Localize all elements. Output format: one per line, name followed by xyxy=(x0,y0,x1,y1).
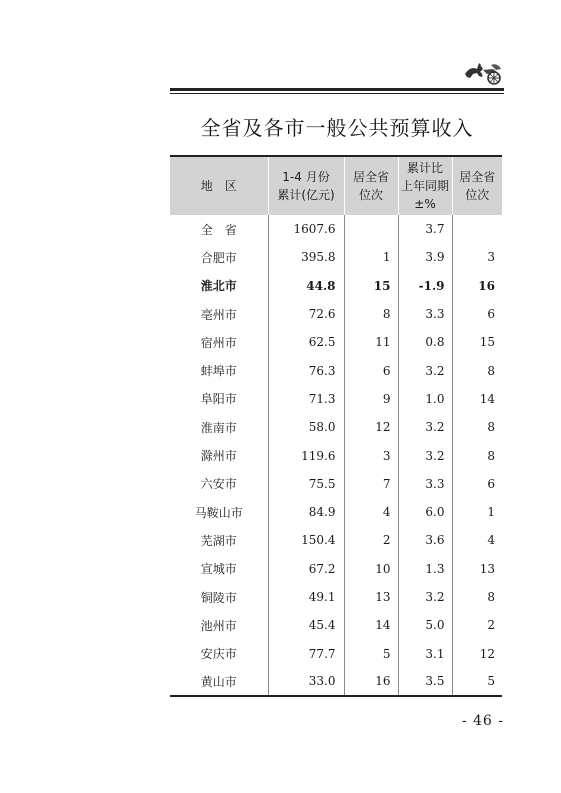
growth-cell: 3.3 xyxy=(398,470,452,498)
table-row xyxy=(170,385,502,413)
table-row xyxy=(170,611,502,639)
revenue-cell: 75.5 xyxy=(268,470,344,498)
table-row xyxy=(170,555,502,583)
table-row xyxy=(170,413,502,441)
growth-rank-cell: 5 xyxy=(452,668,502,696)
revenue-cell: 1607.6 xyxy=(268,215,344,243)
growth-rank-cell: 16 xyxy=(478,278,495,293)
region-cell: 黄山市 xyxy=(170,668,268,696)
revenue-table xyxy=(170,155,502,697)
growth-rank-cell: 8 xyxy=(487,448,495,463)
growth-rank-cell: 6 xyxy=(487,476,495,491)
revenue-cell: 49.1 xyxy=(268,583,344,611)
revenue-cell: 58.0 xyxy=(268,413,344,441)
region-cell: 宣城市 xyxy=(170,555,268,583)
revenue-rank-cell: 16 xyxy=(344,668,398,696)
revenue-rank-cell: 6 xyxy=(344,356,398,384)
table-row xyxy=(170,356,502,384)
column-header-line: 累计(亿元) xyxy=(277,188,335,202)
growth-rank-cell: 8 xyxy=(487,590,495,604)
region-cell: 铜陵市 xyxy=(170,583,268,611)
growth-rank-cell: 13 xyxy=(479,561,495,576)
growth-rank-cell: 4 xyxy=(487,533,495,548)
revenue-cell: 67.2 xyxy=(268,555,344,583)
growth-rank-cell: 8 xyxy=(487,363,495,378)
revenue-cell: 150.4 xyxy=(268,526,344,554)
revenue-cell: 119.6 xyxy=(268,441,344,469)
growth-cell: 0.8 xyxy=(398,328,452,356)
header-rule-thick xyxy=(170,88,504,91)
growth-rank-cell: 6 xyxy=(487,307,495,322)
region-cell: 淮南市 xyxy=(170,413,268,441)
revenue-rank-cell: 9 xyxy=(344,385,398,413)
table-row xyxy=(170,300,502,328)
growth-cell: 3.2 xyxy=(398,441,452,469)
table-row xyxy=(170,583,502,611)
region-cell: 六安市 xyxy=(170,470,268,498)
growth-cell: 3.3 xyxy=(398,300,452,328)
revenue-rank-cell: 12 xyxy=(344,413,398,441)
region-cell: 阜阳市 xyxy=(170,385,268,413)
region-cell: 宿州市 xyxy=(170,328,268,356)
column-header-4 xyxy=(452,156,502,215)
growth-cell: 3.1 xyxy=(398,639,452,667)
growth-cell: 1.3 xyxy=(398,555,452,583)
column-header-0 xyxy=(170,156,268,215)
growth-rank-cell xyxy=(452,215,502,243)
column-header-2 xyxy=(344,156,398,215)
table-row xyxy=(170,441,502,469)
region-cell: 马鞍山市 xyxy=(170,498,268,526)
column-header-line: 地 区 xyxy=(200,179,237,193)
growth-cell: 6.0 xyxy=(398,498,452,526)
revenue-rank-cell xyxy=(344,215,398,243)
table-row xyxy=(170,498,502,526)
growth-cell: 3.6 xyxy=(398,526,452,554)
region-cell: 合肥市 xyxy=(170,243,268,271)
revenue-rank-cell: 3 xyxy=(344,441,398,469)
column-header-line: 居全省 xyxy=(459,170,496,184)
chariot-logo-icon xyxy=(463,60,505,86)
revenue-cell: 62.5 xyxy=(268,328,344,356)
column-header-line: 位次 xyxy=(358,188,383,202)
revenue-rank-cell: 13 xyxy=(344,583,398,611)
region-cell: 池州市 xyxy=(170,611,268,639)
table-row xyxy=(170,526,502,554)
growth-rank-cell: 8 xyxy=(487,420,495,435)
growth-rank-cell: 1 xyxy=(487,505,495,520)
region-cell: 安庆市 xyxy=(170,639,268,667)
region-cell: 芜湖市 xyxy=(170,526,268,554)
revenue-rank-cell: 1 xyxy=(344,243,398,271)
revenue-rank-cell: 15 xyxy=(344,272,398,300)
revenue-rank-cell: 4 xyxy=(344,498,398,526)
growth-cell: 5.0 xyxy=(398,611,452,639)
revenue-rank-cell: 7 xyxy=(344,470,398,498)
revenue-rank-cell: 8 xyxy=(344,300,398,328)
column-header-line: 上年同期 xyxy=(400,179,449,193)
growth-cell: 3.2 xyxy=(398,583,452,611)
column-header-line: 位次 xyxy=(465,188,490,202)
table-row xyxy=(170,243,502,271)
region-cell: 淮北市 xyxy=(170,272,268,300)
table-row xyxy=(170,272,502,300)
growth-cell: 1.0 xyxy=(398,385,452,413)
growth-rank-cell: 15 xyxy=(479,335,495,350)
revenue-cell: 33.0 xyxy=(268,668,344,696)
header-rule-thin xyxy=(170,93,504,94)
table-header-row xyxy=(170,156,502,215)
region-cell: 蚌埠市 xyxy=(170,356,268,384)
growth-cell: 3.5 xyxy=(398,668,452,696)
revenue-cell: 77.7 xyxy=(268,639,344,667)
revenue-cell: 84.9 xyxy=(268,498,344,526)
growth-rank-cell: 2 xyxy=(487,618,495,633)
region-cell: 滁州市 xyxy=(170,441,268,469)
table-row xyxy=(170,470,502,498)
revenue-cell: 71.3 xyxy=(268,385,344,413)
table-row xyxy=(170,215,502,243)
table-body xyxy=(170,215,502,696)
growth-cell: 3.7 xyxy=(398,215,452,243)
column-header-line: 居全省 xyxy=(352,170,389,184)
revenue-cell: 45.4 xyxy=(268,611,344,639)
growth-cell: 3.9 xyxy=(398,243,452,271)
revenue-rank-cell: 2 xyxy=(344,526,398,554)
growth-rank-cell: 3 xyxy=(487,250,495,265)
revenue-cell: 72.6 xyxy=(268,300,344,328)
growth-cell: 3.2 xyxy=(398,356,452,384)
column-header-line: 累计比 xyxy=(406,161,443,175)
growth-rank-cell: 12 xyxy=(479,646,495,661)
table-row xyxy=(170,328,502,356)
growth-cell: -1.9 xyxy=(398,272,452,300)
column-header-line: ±% xyxy=(414,197,436,211)
table-row xyxy=(170,639,502,667)
revenue-rank-cell: 5 xyxy=(344,639,398,667)
page-title: 全省及各市一般公共预算收入 xyxy=(200,116,474,140)
revenue-rank-cell: 10 xyxy=(344,555,398,583)
column-header-1 xyxy=(268,156,344,215)
column-header-3 xyxy=(398,156,452,215)
growth-rank-cell: 14 xyxy=(479,391,495,406)
column-header-line: 1-4 月份 xyxy=(282,170,330,184)
revenue-cell: 395.8 xyxy=(268,243,344,271)
page-number: - 46 - xyxy=(461,713,504,729)
revenue-rank-cell: 14 xyxy=(344,611,398,639)
region-cell: 亳州市 xyxy=(170,300,268,328)
region-cell: 全 省 xyxy=(170,215,268,243)
revenue-cell: 76.3 xyxy=(268,356,344,384)
table-row xyxy=(170,668,502,696)
growth-cell: 3.2 xyxy=(398,413,452,441)
revenue-rank-cell: 11 xyxy=(344,328,398,356)
revenue-cell: 44.8 xyxy=(268,272,344,300)
